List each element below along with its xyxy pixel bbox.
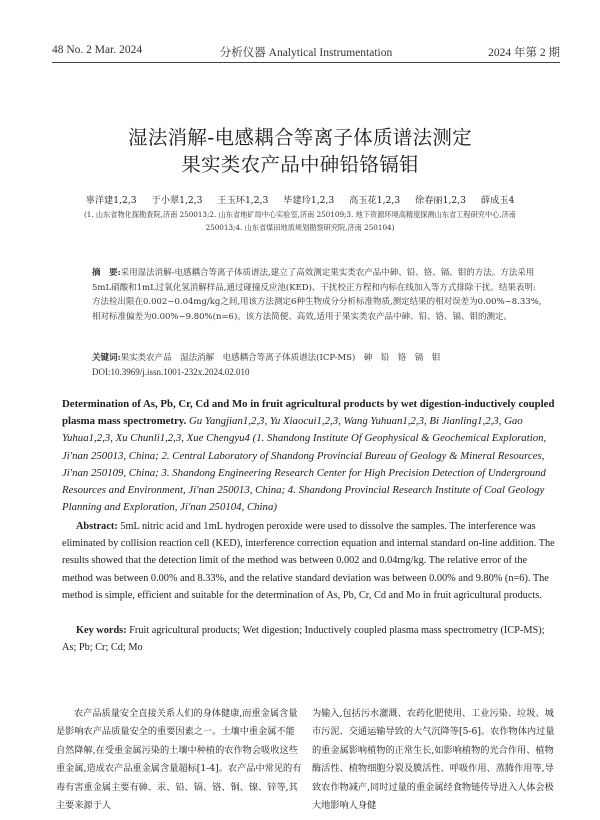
author-list: [70, 192, 530, 206]
english-keywords: [62, 622, 560, 656]
author: 王玉环1,2,3: [217, 195, 269, 206]
keywords-label: 关键词:: [92, 353, 121, 363]
running-header: [52, 44, 560, 64]
header-divider: [52, 62, 560, 63]
article-title-line-1: 湿法消解-电感耦合等离子体质谱法测定: [128, 126, 472, 149]
english-abstract-text: 5mL nitric acid and 1mL hydrogen peroxide were used to dissolve the samples. The interference was eliminated by collision reaction cell (KED), interference correction equation and internal standard on-line addition. The results showed that the detection limit of the method was between 0.002 and 0.04mg/kg. The relative error of the method was between 0.00% and 8.33%, and the relative standard deviation was between 0.00% and 9.80% (n=6). The method is simple, efficient and suitable for the determination of As, Pb, Cr, Cd and Mo in fruit agricultural products.: [62, 521, 555, 601]
article-title-line-2: 果实类农产品中砷铅铬镉钼: [181, 153, 419, 176]
english-abstract-label: Abstract:: [76, 521, 118, 532]
english-title-block: [62, 396, 560, 516]
affiliation-line-1: (1. 山东省物化探勘查院,济南 250013;2. 山东省地矿局中心实验室,济南 250109;3. 地下资源环境高精度探测山东省工程研究中心,济南: [83, 210, 516, 219]
author: 徐春丽1,2,3: [415, 195, 466, 206]
journal-name: 分析仪器 Analytical Instrumentation: [219, 47, 393, 59]
author: 于小翠1,2,3: [151, 195, 203, 206]
body-left-column: 农产品质量安全直接关系人们的身体健康,而重金属含量是影响农产品质量安全的重要因素之一。土壤中重金属不能自然降解,在受重金属污染的土壤中种植的农作物会吸收这些重金属,造成农产品重金属含量超标[1-4]。农产品中常见的有毒有害重金属主要有砷、汞、铅、镉、铬、铜、镍、锌等,其主要来源于人: [56, 708, 302, 812]
abstract-label: 摘 要:: [92, 268, 121, 278]
chinese-keywords: [92, 351, 544, 366]
body-right-column: 为输入,包括污水灌溉、农药化肥使用、工业污染、垃圾、城市污泥、交通运输导致的大气沉降等[5-6]。农作物体内过量的重金属影响植物的正常生长,如影响植物的光合作用、植物酶活性、植物细胞分裂及膜活性、呼吸作用、蒸腾作用等,导致农作物减产,同时过量的重金属经食物链传导进入人体会极大地影响人身健: [312, 708, 555, 812]
author: 高玉花1,2,3: [349, 195, 401, 206]
english-authors-affiliations: Gu Yangjian1,2,3, Yu Xiaocui1,2,3, Wang Yuhuan1,2,3, Bi Jianling1,2,3, Gao Yuhua1,2,3, Xu Chunli1,2,3, Xue Chengyu4 (1. Shandong Institute Of Geophysical & Geochemical Exploration, Ji'nan 250013, China; 2. Central Laboratory of Shandong Provincial Bureau of Geology & Mineral Resources, Ji'nan 250109, China; 3. Shandong Engineering Research Center for High Precision Detection of Underground Resources and Environment, Ji'nan 250013, China; 4. Shandong Provincial Research Institute of Coal Geology Planning and Exploration, Ji'nan 250104, China): [62, 415, 547, 514]
english-keywords-label: Key words:: [76, 625, 127, 636]
keywords-text: 果实类农产品 湿法消解 电感耦合等离子体质谱法(ICP-MS) 砷 铅 铬 镉 钼: [120, 353, 441, 363]
chinese-abstract: [92, 266, 544, 324]
author: 毕建玲1,2,3: [283, 195, 335, 206]
issue-year: 2024 年第 2 期: [488, 47, 560, 59]
author: 薛成玉4: [480, 195, 515, 206]
issue-info: 48 No. 2 Mar. 2024: [52, 44, 143, 56]
english-title: Determination of As, Pb, Cr, Cd and Mo in fruit agricultural products by wet digestion-inductively coupled plasma mass spectrometry.: [62, 398, 555, 428]
english-abstract: [62, 518, 560, 604]
doi: DOI:10.3969/j.issn.1001-232x.2024.02.010: [92, 367, 250, 377]
english-keywords-text: Fruit agricultural products; Wet digestion; Inductively coupled plasma mass spectrometry (ICP-MS); As; Pb; Cr; Cd; Mo: [62, 625, 545, 654]
affiliation-line-2: 250013;4. 山东省煤田地质规划勘察研究院,济南 250104): [205, 223, 395, 232]
author: 辜洋建1,2,3: [85, 195, 137, 206]
abstract-text: 采用湿法消解-电感耦合等离子体质谱法,建立了高效测定果实类农产品中砷、铅、铬、镉、钼的方法。方法采用5mL硝酸和1mL过氧化氢消解样品,通过碰撞反应池(KED)、干扰校正方程和内标在线加入等方式排除干扰。结果表明:方法检出限在0.002~0.04mg/kg之间,用该方法测定6种生物成分分析标准物质,测定结果的相对误差为0.00%~8.33%,相对标准偏差为0.00%~9.80%(n=6)。该方法简便、高效,适用于果实类农产品中砷、铅、铬、镉、钼的测定。: [92, 268, 542, 322]
